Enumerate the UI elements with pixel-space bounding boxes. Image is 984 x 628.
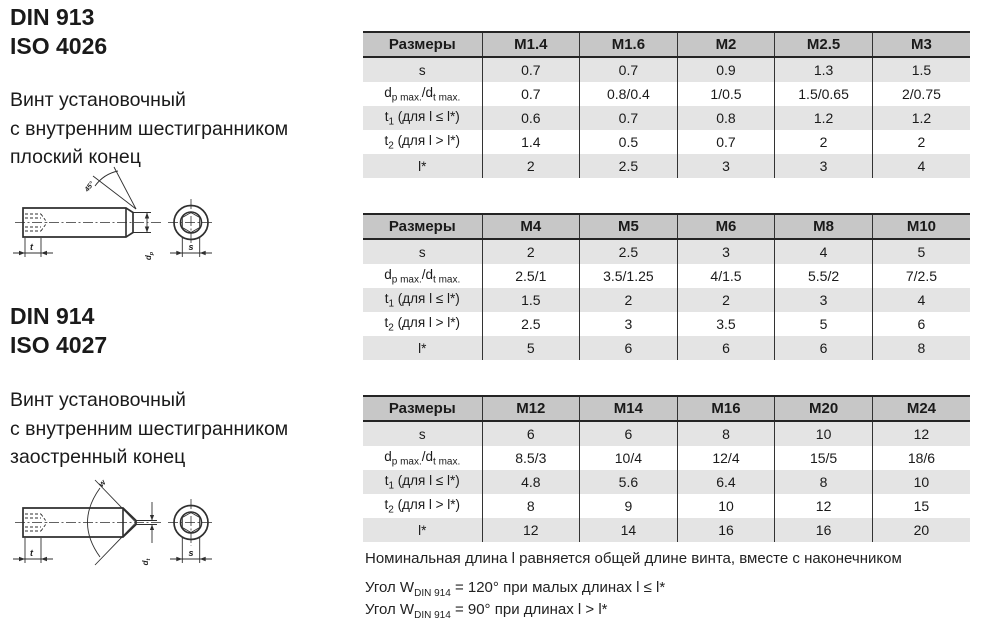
standard-title-din913: [10, 3, 107, 61]
dimension-value: 0.9: [677, 57, 775, 82]
row-label: $t_2$ (для l > l*): [363, 130, 482, 154]
dimension-value: 9: [580, 494, 678, 518]
dimension-value: 8.5/3: [482, 446, 580, 470]
dimension-value: 3.5: [677, 312, 775, 336]
dimension-value: 1.4: [482, 130, 580, 154]
description-din913: [10, 86, 288, 172]
table-wrap-m12-m24: [363, 395, 970, 542]
size-column-header: M10: [872, 214, 970, 239]
dimension-value: 0.7: [482, 57, 580, 82]
dimension-value: 6: [775, 336, 873, 360]
table-row: [363, 421, 970, 446]
size-column-header: M8: [775, 214, 873, 239]
note-angle-120: Угол $W_{DIN 914} = 120^\circ$ при малых длинах l ≤ l*: [365, 579, 666, 599]
row-label: l*: [363, 154, 482, 178]
dimension-value: 16: [677, 518, 775, 542]
standard-code-iso-4026: ISO 4026: [10, 33, 108, 59]
dimension-value: 1.2: [775, 106, 873, 130]
description-line: Винт установочный: [10, 389, 186, 411]
dimension-value: 1.3: [775, 57, 873, 82]
dimension-value: 2: [677, 288, 775, 312]
dimension-value: 0.5: [580, 130, 678, 154]
dimensions-table-1: [363, 31, 970, 178]
dimension-dp: [133, 213, 155, 261]
dimension-value: 6: [580, 336, 678, 360]
dimension-value: 1.2: [872, 106, 970, 130]
table-row: [363, 106, 970, 130]
standard-code-din-913: DIN 913: [10, 4, 95, 30]
table-row: [363, 470, 970, 494]
dimension-value: 2.5: [580, 154, 678, 178]
dimension-value: 3: [677, 239, 775, 264]
row-label: s: [363, 421, 482, 446]
table-row: [363, 494, 970, 518]
description-line: плоский конец: [10, 146, 141, 168]
dimension-value: 6: [677, 336, 775, 360]
table-row: [363, 82, 970, 106]
chamfer-angle-annotation: [82, 167, 136, 209]
table-row: [363, 518, 970, 542]
dimension-value: 5.5/2: [775, 264, 873, 288]
end-view: [168, 199, 214, 257]
row-label: $d_{p max.}/d_{t max.}$: [363, 446, 482, 470]
dimension-value: 12: [872, 421, 970, 446]
t-dimension-label: t: [30, 548, 33, 558]
note-angle-90: Угол $W_{DIN 914} = 90^\circ$ при длинах l > l*: [365, 601, 608, 621]
table-row: [363, 57, 970, 82]
dimension-value: 0.8/0.4: [580, 82, 678, 106]
dimension-t: [13, 238, 53, 257]
dimension-value: 5: [482, 336, 580, 360]
dimension-value: 2: [872, 130, 970, 154]
dimension-value: 10: [872, 470, 970, 494]
size-column-header: M1.4: [482, 32, 580, 57]
dimension-value: 1.5: [482, 288, 580, 312]
row-label: $t_1$ (для l ≤ l*): [363, 106, 482, 130]
dimensions-table-2: [363, 213, 970, 360]
row-label: s: [363, 239, 482, 264]
dimension-value: 2/0.75: [872, 82, 970, 106]
dimension-value: 1/0.5: [677, 82, 775, 106]
size-column-header: M16: [677, 396, 775, 421]
side-view: [13, 477, 163, 565]
description-line: с внутренним шестигранником: [10, 117, 289, 140]
dimension-value: 3: [775, 154, 873, 178]
size-column-header: M3: [872, 32, 970, 57]
dimension-value: 6: [482, 421, 580, 446]
dimension-value: 5: [775, 312, 873, 336]
size-column-header: M14: [580, 396, 678, 421]
dimension-value: 10/4: [580, 446, 678, 470]
description-line: с внутренним шестигранником: [10, 417, 289, 440]
table-wrap-m4-m10: [363, 213, 970, 360]
table-row: [363, 336, 970, 360]
dimension-value: 3.5/1.25: [580, 264, 678, 288]
t-dimension-label: t: [30, 242, 33, 252]
dimension-value: 2.5: [482, 312, 580, 336]
standard-title-din914: [10, 302, 107, 360]
cone-angle-annotation: [88, 477, 137, 565]
side-view: [13, 167, 163, 260]
dimension-value: 0.7: [580, 106, 678, 130]
dimension-value: 2: [482, 239, 580, 264]
dp-dimension-label: $d_p$: [144, 251, 155, 261]
size-column-header: M2.5: [775, 32, 873, 57]
size-column-header: M20: [775, 396, 873, 421]
dimension-value: 4: [872, 154, 970, 178]
dimension-value: 15/5: [775, 446, 873, 470]
dimension-value: 12: [775, 494, 873, 518]
dimension-value: 6: [580, 421, 678, 446]
dimension-value: 2.5: [580, 239, 678, 264]
size-column-header: M24: [872, 396, 970, 421]
row-label: $t_1$ (для l ≤ l*): [363, 470, 482, 494]
row-label: $t_1$ (для l ≤ l*): [363, 288, 482, 312]
dimension-value: 4/1.5: [677, 264, 775, 288]
dimension-value: 6: [872, 312, 970, 336]
row-label: s: [363, 57, 482, 82]
row-label: l*: [363, 518, 482, 542]
dimension-value: 4: [775, 239, 873, 264]
dimension-value: 1.5: [872, 57, 970, 82]
table-row: [363, 154, 970, 178]
dimension-value: 12/4: [677, 446, 775, 470]
row-label: $t_2$ (для l > l*): [363, 312, 482, 336]
dimension-value: 10: [775, 421, 873, 446]
s-dimension-label: s: [188, 242, 194, 252]
end-view: [168, 499, 214, 563]
row-label: $d_{p max.}/d_{t max.}$: [363, 264, 482, 288]
table-row: [363, 288, 970, 312]
dimension-value: 16: [775, 518, 873, 542]
dimension-value: 5.6: [580, 470, 678, 494]
dimension-value: 4: [872, 288, 970, 312]
size-corner-header: Размеры: [363, 396, 482, 421]
dimension-value: 6.4: [677, 470, 775, 494]
drawing-flat-point-set-screw: [5, 164, 243, 264]
size-corner-header: Размеры: [363, 214, 482, 239]
table-row: [363, 446, 970, 470]
dimension-value: 0.6: [482, 106, 580, 130]
dimension-value: 14: [580, 518, 678, 542]
row-label: l*: [363, 336, 482, 360]
dimension-value: 2: [775, 130, 873, 154]
standard-code-iso-4027: ISO 4027: [10, 332, 108, 358]
dt-dimension-label: $d_t$: [141, 558, 152, 566]
s-dimension-label: s: [188, 548, 194, 558]
dimension-value: 8: [677, 421, 775, 446]
size-column-header: M4: [482, 214, 580, 239]
table-row: [363, 312, 970, 336]
dimension-value: 4.8: [482, 470, 580, 494]
description-line: Винт установочный: [10, 89, 186, 111]
table-row: [363, 239, 970, 264]
dimension-value: 18/6: [872, 446, 970, 470]
row-label: $d_{p max.}/d_{t max.}$: [363, 82, 482, 106]
size-column-header: M1.6: [580, 32, 678, 57]
dimension-value: 8: [872, 336, 970, 360]
description-line: заостренный конец: [10, 446, 186, 468]
dimension-value: 0.8: [677, 106, 775, 130]
size-column-header: M6: [677, 214, 775, 239]
dimension-value: 0.7: [482, 82, 580, 106]
dimension-value: 8: [482, 494, 580, 518]
dimension-value: 15: [872, 494, 970, 518]
description-din914: [10, 386, 288, 472]
note-nominal-length: Номинальная длина l равняется общей длине винта, вместе с наконечником: [365, 550, 902, 567]
dimensions-table-3: [363, 395, 970, 542]
size-column-header: M2: [677, 32, 775, 57]
dimension-value: 10: [677, 494, 775, 518]
dimension-value: 3: [775, 288, 873, 312]
standard-code-din-914: DIN 914: [10, 303, 95, 329]
dimension-value: 20: [872, 518, 970, 542]
dimension-value: 1.5/0.65: [775, 82, 873, 106]
dimension-value: 3: [580, 312, 678, 336]
dimension-value: 2: [482, 154, 580, 178]
dimension-dt: [136, 502, 157, 565]
table-row: [363, 130, 970, 154]
size-column-header: M12: [482, 396, 580, 421]
dimension-value: 2.5/1: [482, 264, 580, 288]
size-column-header: M5: [580, 214, 678, 239]
drawing-cone-point-set-screw: [5, 468, 243, 576]
row-label: $t_2$ (для l > l*): [363, 494, 482, 518]
dimension-value: 0.7: [580, 57, 678, 82]
dimension-value: 3: [677, 154, 775, 178]
dimension-value: 2: [580, 288, 678, 312]
table-wrap-m1.4-m3: [363, 31, 970, 178]
dimension-t: [13, 538, 53, 563]
dimension-value: 0.7: [677, 130, 775, 154]
dimension-value: 7/2.5: [872, 264, 970, 288]
dimension-value: 8: [775, 470, 873, 494]
table-row: [363, 264, 970, 288]
size-corner-header: Размеры: [363, 32, 482, 57]
dimension-value: 12: [482, 518, 580, 542]
angle-w-label: w: [96, 477, 108, 489]
angle-45-label: 45°: [83, 180, 96, 194]
dimension-value: 5: [872, 239, 970, 264]
